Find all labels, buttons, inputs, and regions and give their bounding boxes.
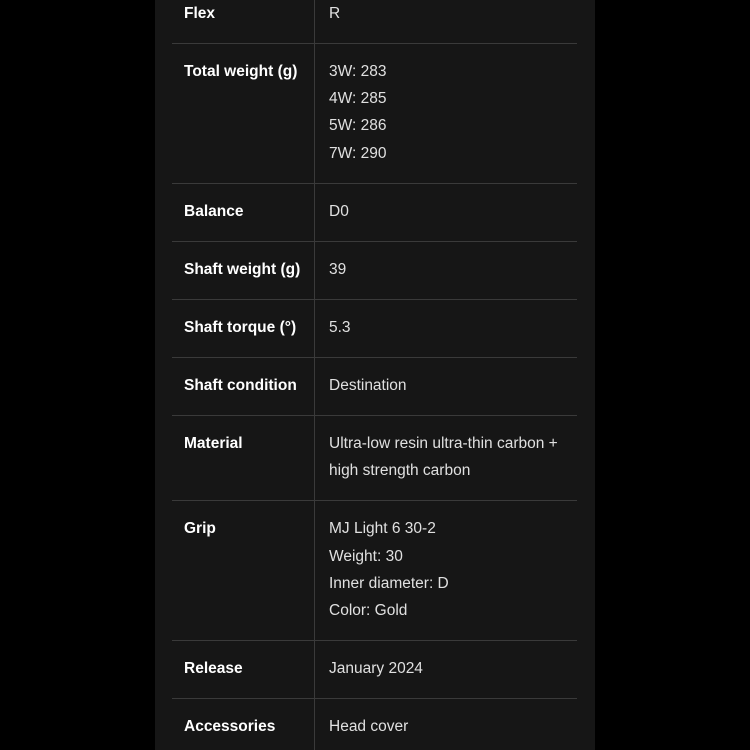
table-row	[172, 358, 577, 416]
spec-value	[315, 358, 578, 416]
spec-value-line: 7W: 290	[329, 144, 387, 162]
table-row	[172, 699, 577, 750]
spec-value	[315, 699, 578, 750]
spec-key: Shaft torque (°)	[172, 299, 315, 357]
spec-value-line: 5.3	[329, 318, 351, 336]
spec-value-line: Inner diameter: D	[329, 574, 449, 592]
spec-value-line: Color: Gold	[329, 601, 408, 619]
table-row	[172, 501, 577, 641]
spec-key: Material	[172, 416, 315, 501]
spec-key: Grip	[172, 501, 315, 641]
spec-key: Shaft weight (g)	[172, 241, 315, 299]
spec-value-line: D0	[329, 202, 349, 220]
spec-value	[315, 299, 578, 357]
spec-value	[315, 183, 578, 241]
spec-value	[315, 44, 578, 184]
spec-key: Balance	[172, 183, 315, 241]
specification-table-body	[172, 0, 577, 750]
spec-key: Release	[172, 640, 315, 698]
spec-value-line: Destination	[329, 377, 407, 394]
spec-value	[315, 416, 578, 501]
spec-value	[315, 0, 578, 44]
table-row	[172, 241, 577, 299]
spec-key: Accessories	[172, 699, 315, 750]
spec-value-line: Weight: 30	[329, 547, 403, 565]
spec-value-line: MJ Light 6 30-2	[329, 520, 436, 538]
spec-key: Total weight (g)	[172, 44, 315, 184]
spec-value-line: Head cover	[329, 718, 409, 735]
spec-value-line: January 2024	[329, 659, 423, 677]
spec-value-line: R	[329, 5, 341, 22]
document-page	[155, 0, 595, 750]
spec-value	[315, 640, 578, 698]
table-row	[172, 0, 577, 44]
spec-value-line: Ultra-low resin ultra-thin carbon + high strength carbon	[329, 435, 558, 480]
spec-value-line: 5W: 286	[329, 117, 387, 135]
spec-value	[315, 501, 578, 641]
spec-value-line: 3W: 283	[329, 63, 387, 81]
table-row	[172, 183, 577, 241]
spec-value-line: 4W: 285	[329, 90, 387, 108]
table-row	[172, 640, 577, 698]
spec-key: Shaft condition	[172, 358, 315, 416]
spec-value	[315, 241, 578, 299]
table-row	[172, 44, 577, 184]
specification-table	[172, 0, 577, 750]
spec-key: Flex	[172, 0, 315, 44]
table-row	[172, 299, 577, 357]
table-row	[172, 416, 577, 501]
spec-value-line: 39	[329, 260, 347, 278]
